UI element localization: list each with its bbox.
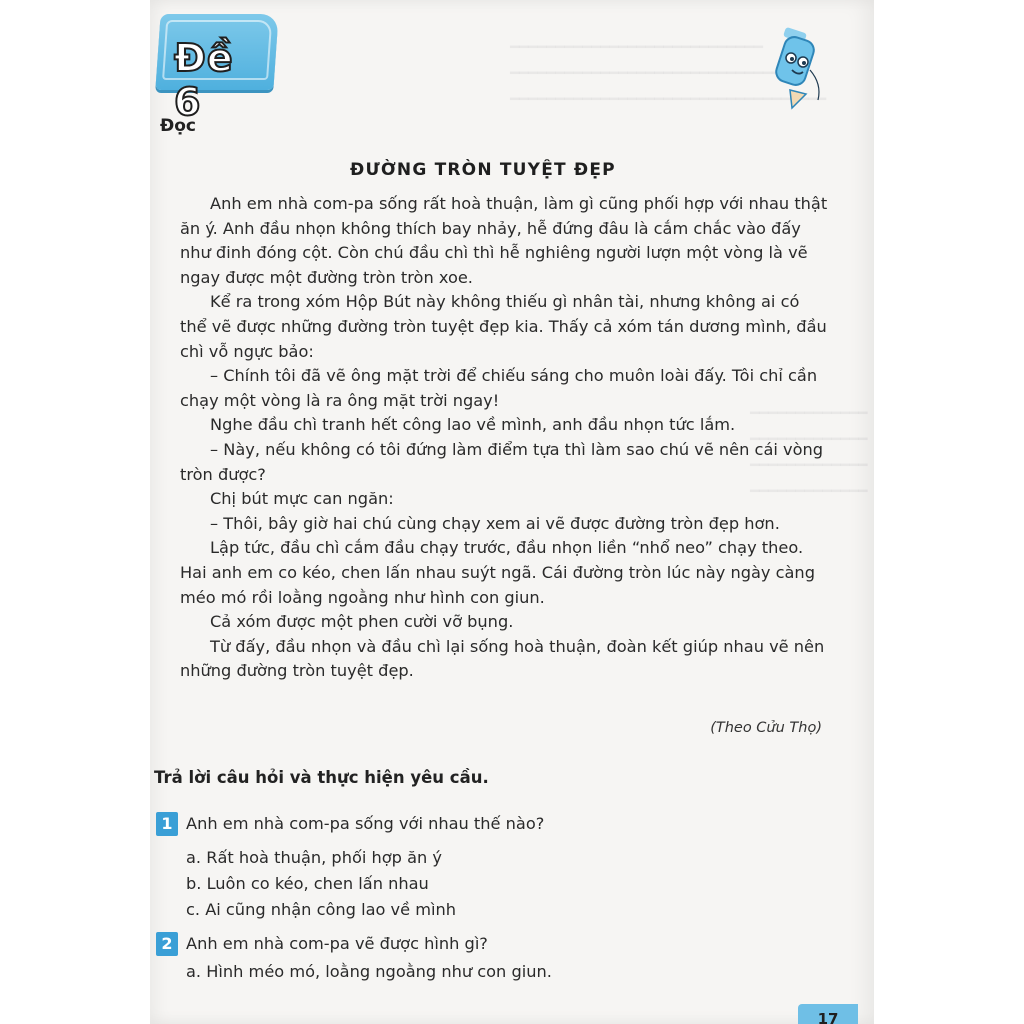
story-paragraph: Từ đấy, đầu nhọn và đầu chì lại sống hoà thuận, đoàn kết giúp nhau vẽ nên những đường tròn tuyệt đẹp.	[180, 636, 825, 681]
story-paragraph: Kể ra trong xóm Hộp Bút này không thiếu gì nhân tài, nhưng không ai có thể vẽ được những đường tròn tuyệt đẹp kia. Thấy cả xóm tán dương mình, đầu chì vỗ ngực bảo:	[180, 292, 827, 361]
question-text: Anh em nhà com-pa sống với nhau thế nào?	[186, 814, 545, 833]
story-paragraph: – Này, nếu không có tôi đứng làm điểm tựa thì làm sao chú vẽ nên cái vòng tròn được?	[180, 439, 824, 484]
answer-option: c. Ai cũng nhận công lao về mình	[186, 900, 457, 919]
workbook-page	[150, 0, 874, 1024]
questions-header: Trả lời câu hỏi và thực hiện yêu cầu.	[154, 768, 489, 787]
story-paragraph: Nghe đầu chì tranh hết công lao về mình, anh đầu nhọn tức lắm.	[210, 415, 736, 435]
story-paragraph: Cả xóm được một phen cười vỡ bụng.	[210, 612, 514, 632]
page-number: 17	[798, 1004, 858, 1024]
story-paragraph: – Chính tôi đã vẽ ông mặt trời để chiếu sáng cho muôn loài đấy. Tôi chỉ cần chạy một vòng là ra ông mặt trời ngay!	[180, 366, 818, 410]
story-body	[180, 192, 830, 684]
question-number-badge: 2	[156, 932, 178, 956]
story-title: ĐƯỜNG TRÒN TUYỆT ĐẸP	[350, 160, 616, 180]
answer-option: a. Rất hoà thuận, phối hợp ăn ý	[186, 848, 443, 867]
story-paragraph: Anh em nhà com-pa sống rất hoà thuận, làm gì cũng phối hợp với nhau thật ăn ý. Anh đầu nhọn không thích bay nhảy, hễ đứng đâu là cắm chắc vào đấy như đinh đóng cột. Còn chú đầu chì thì hễ nghiêng người lượn một vòng là vẽ ngay được một đường tròn tròn xoe.	[180, 194, 828, 287]
question-text: Anh em nhà com-pa vẽ được hình gì?	[186, 934, 488, 953]
reverse-side-bleed: ━━━━━━━━━━━━━━━━━━━━━━━━━━━━ ━━━━━━━━━━━━━━━━━━━━━━━━━━━━━━━━ ━━━━━━━━━━━━━━━━━━━━━━━━━━━━━━━━━━━	[510, 38, 827, 108]
reverse-side-bleed: ━━━━━━━━━━━━━ ━━━━━━━━━━━━━ ━━━━━━━━━━━━━ ━━━━━━━━━━━━━	[750, 404, 868, 500]
story-attribution: (Theo Cửu Thọ)	[710, 720, 822, 736]
story-paragraph: Lập tức, đầu chì cắm đầu chạy trước, đầu nhọn liền “nhổ neo” chạy theo. Hai anh em co kéo, chen lấn nhau suýt ngã. Cái đường tròn lúc này ngày càng méo mó rồi loằng ngoằng như hình con giun.	[180, 538, 815, 607]
exam-badge	[155, 14, 278, 124]
answer-option: b. Luôn co kéo, chen lấn nhau	[186, 874, 429, 893]
story-paragraph: Chị bút mực can ngăn:	[210, 489, 394, 509]
section-label: Đọc	[160, 116, 197, 136]
badge-label: Đề 6	[174, 36, 234, 124]
question-number-badge: 1	[156, 812, 178, 836]
story-paragraph: – Thôi, bây giờ hai chú cùng chạy xem ai vẽ được đường tròn đẹp hơn.	[210, 513, 780, 533]
answer-option: a. Hình méo mó, loằng ngoằng như con giun.	[186, 962, 552, 981]
pencil-mascot-icon	[770, 24, 830, 110]
